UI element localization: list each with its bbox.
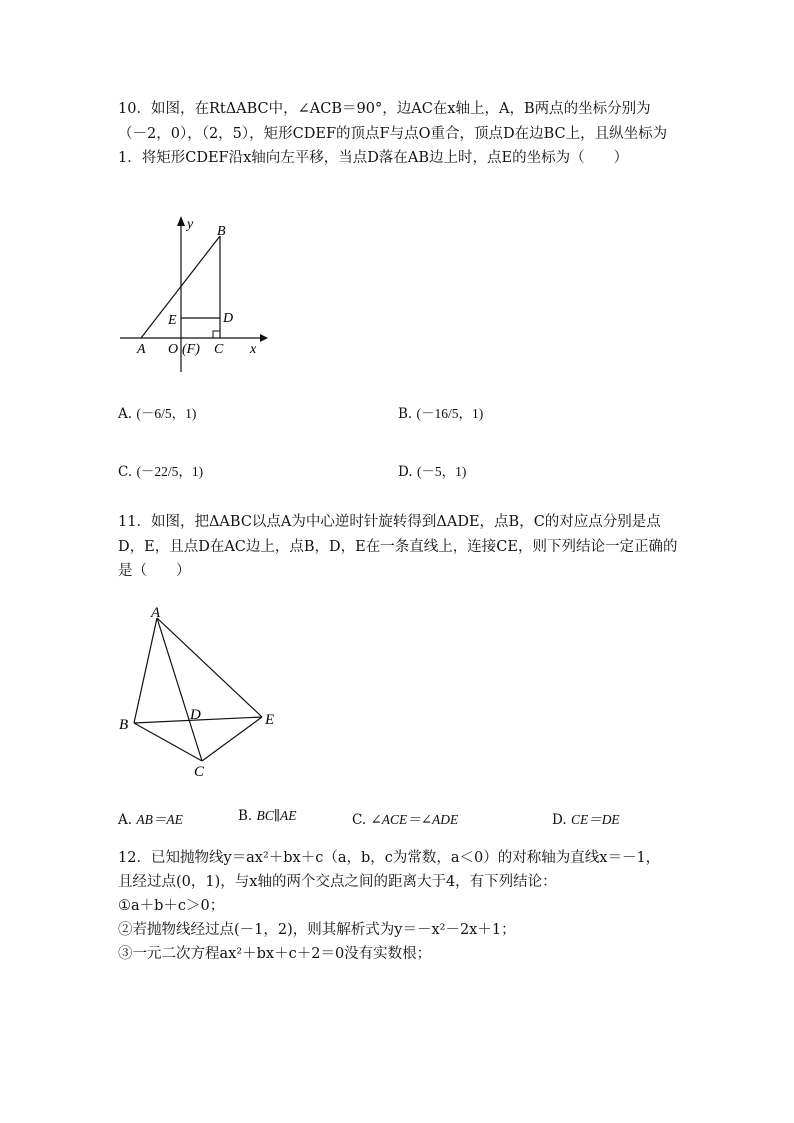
q10-option-c[interactable] — [118, 460, 203, 480]
x-axis-arrow — [260, 334, 268, 342]
option-value: BC∥AE — [256, 808, 297, 823]
question-10-text: 10．如图，在RtΔABC中，∠ACB＝90°，边AC在x轴上，A，B两点的坐标分别为（－2，0），（2，5），矩形CDEF的顶点F与点O重合，顶点D在边BC上，且纵坐标为1．将矩形CDEF沿x轴向左平移，当点D落在AB边上时，点E的坐标为（ ） — [118, 101, 668, 166]
q10-figure — [110, 212, 280, 377]
label-o: O — [168, 342, 179, 357]
option-value: CE＝DE — [570, 812, 620, 827]
label-f: (F) — [182, 342, 200, 357]
q11-option-d[interactable] — [552, 808, 620, 828]
label-a: A — [137, 342, 146, 357]
label-b: B — [119, 717, 129, 733]
segment-ab — [134, 618, 157, 723]
option-letter: B. — [238, 808, 253, 824]
option-letter: C. — [118, 464, 133, 480]
label-b: B — [217, 224, 226, 239]
q10-option-d[interactable] — [398, 460, 466, 480]
label-d: D — [190, 707, 201, 723]
q10-option-a[interactable] — [118, 402, 196, 422]
label-e: E — [168, 313, 177, 328]
q11-figure — [110, 598, 300, 783]
q12-line-4: ②若抛物线经过点(－1，2)，则其解析式为y＝－x²－2x＋1； — [118, 922, 516, 938]
q12-line-5: ③一元二次方程ax²＋bx＋c＋2＝0没有实数根； — [118, 946, 432, 962]
option-letter: A. — [118, 812, 133, 828]
option-value: (－16/5，1) — [416, 406, 484, 421]
y-axis-arrow — [177, 216, 185, 226]
option-value: ∠ACE＝∠ADE — [370, 812, 459, 827]
option-letter: A. — [118, 406, 133, 422]
right-angle-mark — [213, 331, 220, 338]
q11-option-a[interactable] — [118, 808, 183, 828]
label-c: C — [194, 764, 205, 780]
option-letter: D. — [552, 812, 567, 828]
label-d: D — [223, 311, 234, 326]
segment-ce — [202, 717, 262, 761]
option-letter: B. — [398, 406, 413, 422]
q10-option-b[interactable] — [398, 402, 483, 422]
option-value: (－22/5，1) — [136, 464, 204, 479]
q12-line-1: 12．已知抛物线y＝ax²＋bx＋c（a，b，c为常数，a＜0）的对称轴为直线x＝－1， — [118, 850, 661, 866]
label-y: y — [187, 217, 194, 232]
option-letter: C. — [352, 812, 367, 828]
label-a: A — [151, 605, 161, 621]
option-value: (－6/5，1) — [136, 406, 197, 421]
option-value: AB＝AE — [136, 812, 183, 827]
label-c: C — [214, 342, 224, 357]
q11-option-c[interactable] — [352, 808, 458, 828]
question-11-text: 11．如图，把ΔABC以点A为中心逆时针旋转得到ΔADE，点B，C的对应点分别是点D，E，且点D在AC边上，点B，D，E在一条直线上，连接CE，则下列结论一定正确的是（ ） — [118, 514, 678, 579]
q11-option-b[interactable] — [238, 808, 297, 824]
option-value: (－5，1) — [416, 464, 467, 479]
label-x: x — [250, 342, 257, 357]
option-letter: D. — [398, 464, 413, 480]
label-e: E — [265, 712, 275, 728]
q12-line-2: 且经过点(0，1)，与x轴的两个交点之间的距离大于4，有下列结论： — [118, 874, 557, 890]
q12-line-3: ①a＋b＋c＞0； — [118, 898, 225, 914]
